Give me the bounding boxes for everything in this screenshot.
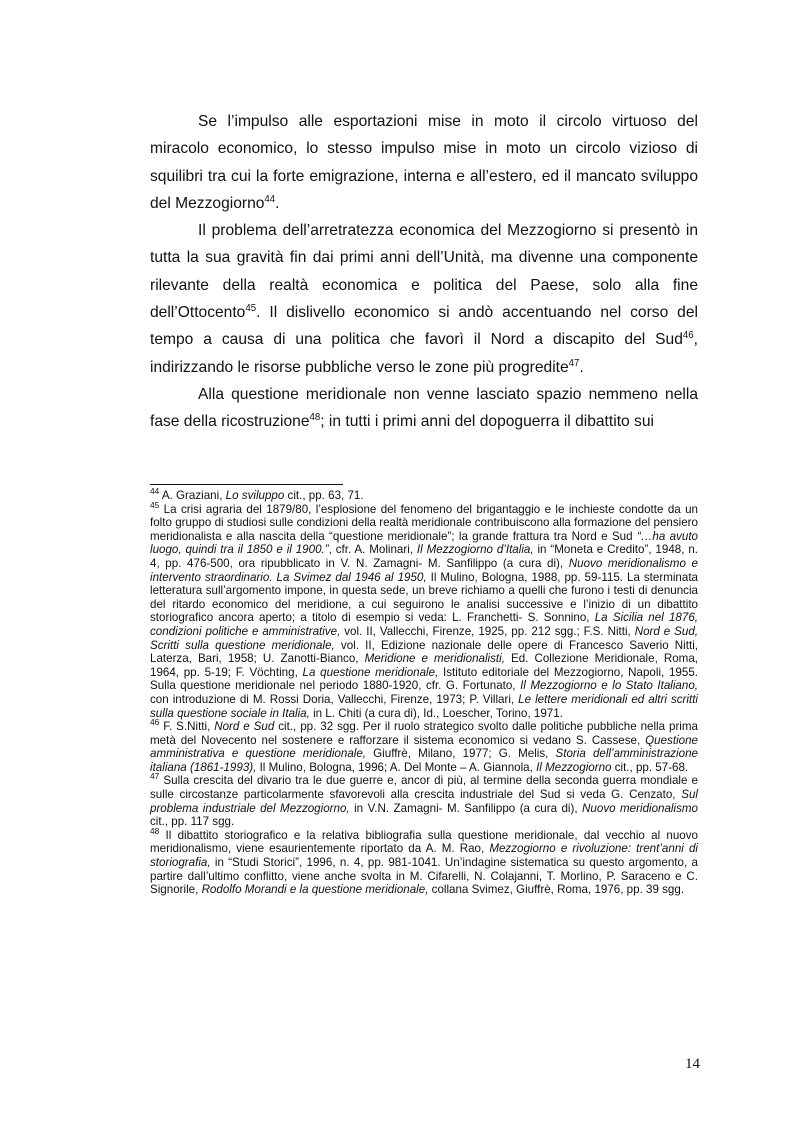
footnote-46: $^{46}$ F. S.Nitti, Nord e Sud cit., pp. 32 sgg. Per il ruolo strategico svolto dalle politiche pubbliche nella prima metà del Novecento nel sostenere e rafforzare il sistema economico si vedano S. Cassese, Questione amministrativa e questione meridionale, Giuffrè, Milano, 1977; G. Melis, Storia dell’amministrazione italiana (1861-1993), Il Mulino, Bologna, 1996; A. Del Monte – A. Giannola, Il Mezzogiorno cit., pp. 57-68. — [150, 717, 698, 774]
footnote-ref-44[interactable]: 44 — [264, 193, 276, 205]
footnote-44: $^{44}$ A. Graziani, Lo sviluppo cit., pp. 63, 71. — [150, 486, 364, 502]
paragraph-1: Se l’impulso alle esportazioni mise in moto il circolo virtuoso del miracolo economico, lo stesso impulso mise in moto un circolo vizioso di squilibri tra cui la forte emigrazione, interna e all’estero, ed il mancato sviluppo del Mezzogiorno$^{44}$. — [150, 113, 698, 212]
paragraph-3: Alla questione meridionale non venne lasciato spazio nemmeno nella fase della ricostruzione$^{48}$; in tutti i primi anni del dopoguerra il dibattito sui — [150, 385, 698, 431]
footnotes — [150, 486, 699, 897]
footnote-ref-47[interactable]: 47 — [568, 357, 580, 369]
paragraph-2: Il problema dell’arretratezza economica del Mezzogiorno si presentò in tutta la sua gravità fin dai primi anni dell’Unità, ma divenne una componente rilevante della realtà economica e politica del Paese, solo alla fine dell’Ottocento$^{45}$. Il dislivello economico si andò accentuando nel corso del tempo a causa di una politica che favorì il Nord a discapito del Sud$^{46}$, indirizzando le risorse pubbliche verso le zone più progredite$^{47}$. — [150, 222, 698, 376]
footnote-ref-45[interactable]: 45 — [245, 302, 257, 314]
footnote-47: $^{47}$ Sulla crescita del divario tra le due guerre e, ancor di più, al termine della seconda guerra mondiale e sulle circostanze particolarmente sfavorevoli alla crescita industriale del Sud si veda G. Cenzato, Sul problema industriale del Mezzogiorno, in V.N. Zamagni- M. Sanfilippo (a cura di), Nuovo meridionalismo cit., pp. 117 sgg. — [150, 771, 698, 829]
footnote-45: $^{45}$ La crisi agraria del 1879/80, l’esplosione del fenomeno del brigantaggio e le inchieste condotte da un folto gruppo di studiosi sulle condizioni della realtà meridionale contribuiscono alla formazione del pensiero meridionalista e alla nascita della “questione meridionale”; la grande frattura tra Nord e Sud “…ha avuto luogo, quindi tra il 1850 e il 1900.”, cfr. A. Molinari, Il Mezzogiorno d’Italia, in “Moneta e Credito”, 1948, n. 4, pp. 476-500, ora ripubblicato in V. N. Zamagni- M. Sanfilippo (a cura di), Nuovo meridionalismo e intervento straordinario. La Svimez dal 1946 al 1950, Il Mulino, Bologna, 1988, pp. 59-115. La sterminata letteratura sull’argomento impone, in questa sede, un breve richiamo a quelli che furono i testi di denuncia del ritardo economico del meridione, a cui seguirono le analisi successive e l’inizio di un dibattito storiografico ancora aperto; a titolo di esempio si veda: L. Franchetti- S. Sonnino, La Sicilia nel 1876, condizioni politiche e amministrative, vol. II, Vallecchi, Firenze, 1925, pp. 212 sgg.; F.S. Nitti, Nord e Sud, Scritti sulla questione meridionale, vol. II, Edizione nazionale delle opere di Francesco Saverio Nitti, Laterza, Bari, 1958; U. Zanotti-Bianco, Meridione e meridionalisti, Ed. Collezione Meridionale, Roma, 1964, pp. 5-19; F. Vöchting, La questione meridionale, Istituto editoriale del Mezzogiorno, Napoli, 1955. Sulla questione meridionale nel periodo 1880-1920, cfr. G. Fortunato, Il Mezzogiorno e lo Stato Italiano, con introduzione di M. Rossi Doria, Vallecchi, Firenze, 1973; P. Villari, Le lettere meridionali ed altri scritti sulla questione sociale in Italia, in L. Chiti (a cura di), Id., Loescher, Torino, 1971. — [150, 499, 699, 720]
page-number: 14 — [685, 1056, 700, 1072]
footnote-ref-46[interactable]: 46 — [682, 330, 694, 342]
footnote-ref-48[interactable]: 48 — [309, 412, 321, 424]
footnote-separator — [150, 484, 343, 485]
body-text — [150, 108, 698, 436]
footnote-48: $^{48}$ Il dibattito storiografico e la relativa bibliografia sulla questione meridionale, dal vecchio al nuovo meridionalismo, viene esaurientemente riportato da A. M. Rao, Mezzogiorno e rivoluzione: trent’anni di storiografia, in “Studi Storici”, 1996, n. 4, pp. 981-1041. Un’indagine sistematica su questo argomento, a partire dall’ultimo conflitto, viene anche svolta in M. Cifarelli, N. Colajanni, T. Morlino, P. Saraceno e C. Signorile, Rodolfo Morandi e la questione meridionale, collana Svimez, Giuffrè, Roma, 1976, pp. 39 sgg. — [150, 825, 698, 897]
